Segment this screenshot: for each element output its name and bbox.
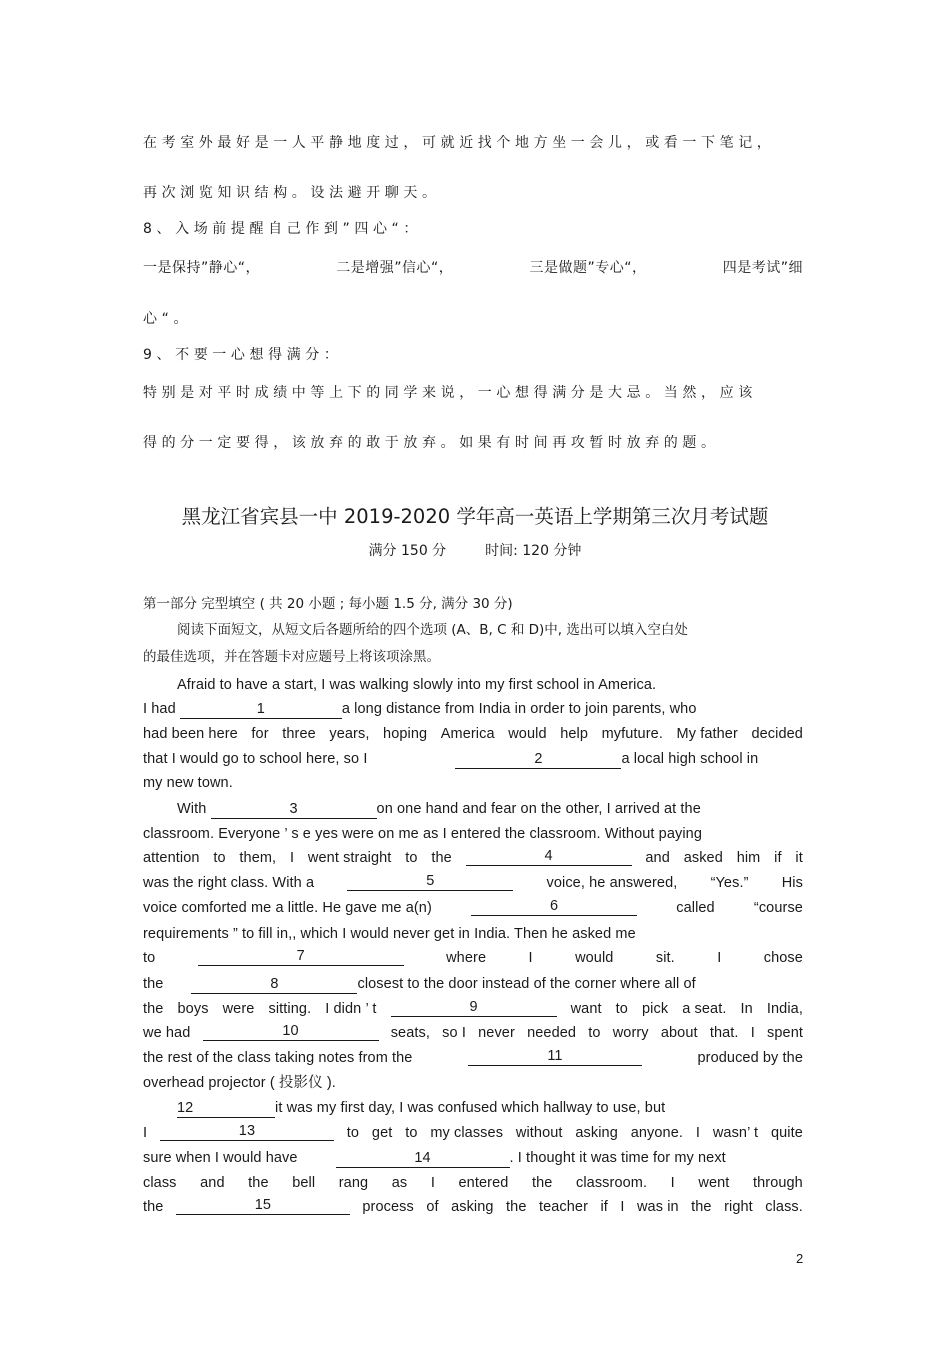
item8-part: 二是增强”信心“， xyxy=(336,260,454,276)
passage-line: 12 it was my first day, I was confused which hallway to use, but xyxy=(177,1100,666,1116)
passage-line: my new town. xyxy=(143,775,233,791)
item8-heading: 8、入场前提醒自己作到”四心“： xyxy=(143,221,423,237)
passage-line: With 3 on one hand and fear on the other, I arrived at the xyxy=(177,801,701,817)
blank-12[interactable]: 12 xyxy=(177,1100,275,1118)
passage-line: I had 1 a long distance from India in order to join parents, who xyxy=(143,701,697,717)
instruction-line-1: 阅读下面短文，从短文后各题所给的四个选项 (A、B, C 和 D)中, 选出可以填入空白处 xyxy=(177,622,688,638)
tip-line-1: 在考室外最好是一人平静地度过，可就近找个地方坐一会儿，或看一下笔记， xyxy=(143,135,776,151)
item8-line-2: 心“。 xyxy=(143,311,193,327)
exam-subtitle xyxy=(0,541,950,561)
item9-line-2: 得的分一定要得，该放弃的敢于放弃。如果有时间再攻暂时放弃的题。 xyxy=(143,435,720,451)
passage-line: was the right class. With a 5 voice, he answered, “Yes.” His xyxy=(143,873,803,891)
item9-line-1: 特别是对平时成绩中等上下的同学来说，一心想得满分是大忌。当然，应该 xyxy=(143,385,757,401)
passage-line: sure when I would have 14 . I thought it was time for my next xyxy=(143,1150,726,1166)
passage-line: Afraid to have a start, I was walking slowly into my first school in America. xyxy=(177,677,657,693)
passage-line: the 15 process of asking the teacher if I was in the right class. xyxy=(143,1197,803,1215)
passage-line: classroom. Everyone ’ s e yes were on me as I entered the classroom. Without paying xyxy=(143,826,703,842)
passage-line: the boys were sitting. I didn ’ t 9 want to pick a seat. In India, xyxy=(143,999,803,1017)
exam-score: 满分 150 分 xyxy=(368,543,447,559)
exam-title: 黑龙江省宾县一中 2019-2020 学年高一英语上学期第三次月考试题 xyxy=(181,505,769,528)
blank-3[interactable]: 3 xyxy=(211,801,377,819)
passage-line: had been here for three years, hoping America would help myfuture. My father decided xyxy=(143,726,803,742)
blank-4[interactable]: 4 xyxy=(466,848,632,866)
blank-13[interactable]: 13 xyxy=(160,1123,334,1141)
item8-line-1 xyxy=(143,258,803,278)
passage-line: that I would go to school here, so I 2 a local high school in xyxy=(143,751,759,767)
blank-10[interactable]: 10 xyxy=(203,1023,379,1041)
exam-time: 时间: 120 分钟 xyxy=(485,543,582,559)
passage-line: attention to them, I went straight to the 4 and asked him if it xyxy=(143,848,803,866)
passage-line: I 13 to get to my classes without asking anyone. I wasn’ t quite xyxy=(143,1123,803,1141)
blank-7[interactable]: 7 xyxy=(198,948,404,966)
passage-line: overhead projector ( 投影仪 ). xyxy=(143,1075,336,1091)
blank-14[interactable]: 14 xyxy=(336,1150,510,1168)
blank-9[interactable]: 9 xyxy=(391,999,557,1017)
item8-part: 四是考试”细 xyxy=(722,260,803,276)
blank-2[interactable]: 2 xyxy=(455,751,621,769)
blank-5[interactable]: 5 xyxy=(347,873,513,891)
tip-line-2: 再次浏览知识结构。设法避开聊天。 xyxy=(143,185,441,201)
blank-11[interactable]: 11 xyxy=(468,1048,642,1066)
passage-line: the 8 closest to the door instead of the corner where all of xyxy=(143,976,696,992)
item9-heading: 9、不要一心想得满分： xyxy=(143,347,343,363)
section-heading: 第一部分 完型填空 ( 共 20 小题 ; 每小题 1.5 分, 满分 30 分) xyxy=(143,596,513,612)
item8-part: 三是做题”专心“， xyxy=(529,260,647,276)
passage-line: to 7 where I would sit. I chose xyxy=(143,948,803,966)
page-number: 2 xyxy=(796,1251,804,1266)
passage-line: voice comforted me a little. He gave me a(n) 6 called “course xyxy=(143,898,803,916)
instruction-line-2: 的最佳选项，并在答题卡对应题号上将该项涂黑。 xyxy=(143,649,440,665)
blank-8[interactable]: 8 xyxy=(191,976,357,994)
passage-line: class and the bell rang as I entered the classroom. I went through xyxy=(143,1175,803,1191)
blank-1[interactable]: 1 xyxy=(180,701,342,719)
passage-line: the rest of the class taking notes from the 11 produced by the xyxy=(143,1048,803,1066)
passage-line: we had 10 seats, so I never needed to worry about that. I spent xyxy=(143,1023,803,1041)
item8-part: 一是保持”静心“， xyxy=(143,260,261,276)
blank-6[interactable]: 6 xyxy=(471,898,637,916)
passage-line: requirements ” to fill in,, which I would never get in India. Then he asked me xyxy=(143,926,636,942)
blank-15[interactable]: 15 xyxy=(176,1197,350,1215)
